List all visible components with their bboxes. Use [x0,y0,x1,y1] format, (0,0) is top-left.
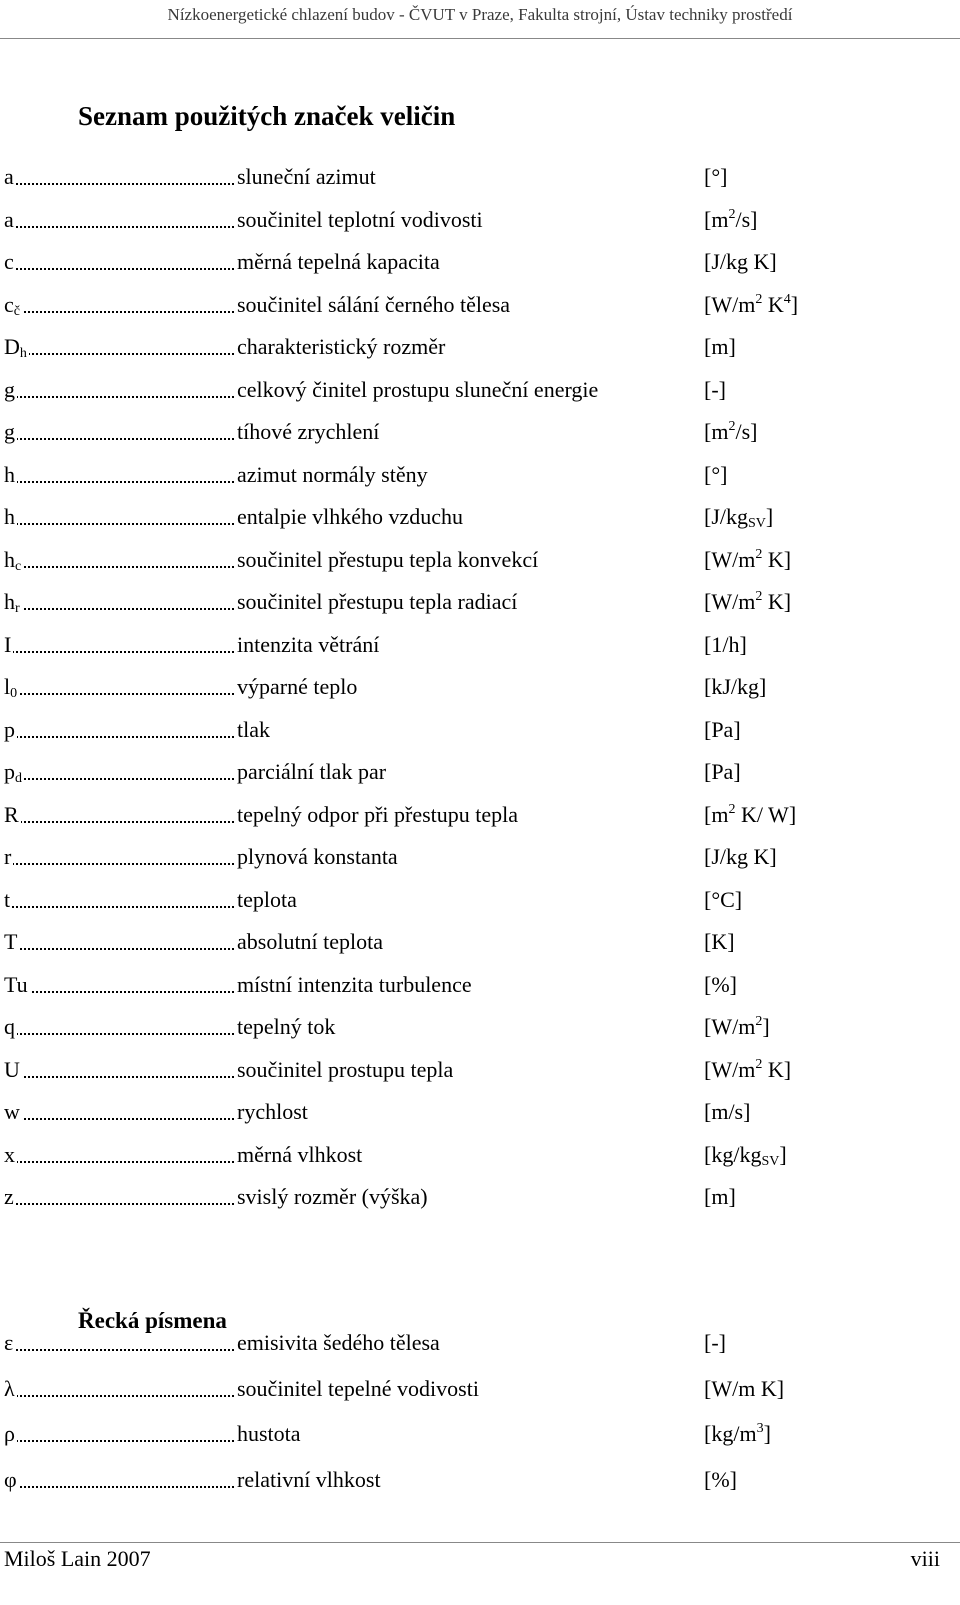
symbol [4,1057,22,1082]
symbol-leader [4,247,236,277]
symbol-letter: h [4,589,15,614]
symbol-letter: h [4,546,15,572]
unit-subscript: SV [761,1153,780,1169]
symbol-unit [704,205,757,235]
symbol-letter: z [4,1184,14,1209]
symbol-description: parciální tlak par [237,759,387,784]
symbol-unit [704,460,727,490]
dot-leader [4,1076,234,1078]
symbol-unit [704,885,742,915]
page-title: Seznam použitých značek veličin [78,101,456,131]
symbol-letter: a [4,206,14,232]
symbol-leader [4,630,236,660]
unit-superscript: 2 [728,419,736,434]
page-header: Nízkoenergetické chlazení budov - ČVUT v Praze, Fakulta strojní, Ústav techniky prostředí [167,5,793,24]
symbol-row [4,1140,944,1170]
symbol [4,292,22,317]
symbol-leader [4,715,236,745]
symbol-row [4,1055,944,1085]
symbol-unit [704,1182,736,1212]
unit-text-rest: K] [762,1056,792,1082]
symbol-unit [704,545,791,575]
symbol [4,1330,15,1355]
symbol-letter: t [4,886,11,912]
symbol-leader [4,545,236,575]
unit-text: [m [704,419,729,444]
symbol [4,589,22,614]
symbol-subscript: č [13,303,20,319]
symbol-leader [4,1465,236,1495]
symbol-row [4,332,944,362]
symbol-description: sluneční azimut [237,164,376,189]
symbol-leader [4,375,236,405]
symbol-description: měrná tepelná kapacita [237,249,440,274]
symbol-description: tepelný odpor při přestupu tepla [237,801,519,827]
unit-text: [m] [704,334,736,359]
dot-leader [4,523,234,525]
symbol-row [4,1012,944,1042]
symbol-leader [4,332,236,362]
symbol-row [4,1374,944,1404]
unit-text: [J/kg K] [704,249,777,274]
symbol-row [4,1419,944,1449]
symbol [4,207,16,232]
dot-leader [4,1395,234,1397]
symbol-leader [4,502,236,532]
symbol-letter: p [4,716,15,742]
symbol-description: součinitel tepelné vodivosti [237,1375,479,1401]
unit-superscript: 2 [755,546,763,562]
symbol-description: teplota [237,886,297,912]
symbol-description: součinitel teplotní vodivosti [237,206,483,232]
symbol [4,929,19,954]
unit-text: [J/kg [704,504,748,529]
symbol-leader [4,460,236,490]
unit-superscript: 2 [755,291,763,307]
dot-leader [4,821,234,823]
unit-subscript: SV [748,516,766,531]
dot-leader [4,311,234,313]
dot-leader [4,906,234,908]
symbol-row [4,672,944,702]
dot-leader [4,353,234,355]
dot-leader [4,1161,234,1163]
dot-leader [4,481,234,483]
dot-leader [4,1033,234,1035]
symbol [4,972,30,997]
symbol-description: tepelný tok [237,1014,336,1039]
symbol-letter: q [4,1014,15,1039]
symbol-unit [704,630,747,660]
symbol-leader [4,970,236,1000]
unit-superscript: 2 [755,1014,763,1029]
symbol-unit [704,1328,726,1358]
symbol-description: plynová konstanta [237,844,398,869]
symbol-row [4,757,944,787]
symbol [4,844,13,869]
unit-text: [W/m [704,1014,756,1039]
symbol-letter: c [4,291,14,317]
unit-text: [kJ/kg] [704,674,767,699]
dot-leader [4,1349,234,1351]
unit-text-rest: ] [762,1014,770,1039]
symbol-leader [4,1182,236,1212]
unit-text: [kg/m [704,1421,757,1446]
unit-text-rest: /s] [735,206,758,232]
symbol-letter: ρ [4,1421,15,1446]
unit-superscript: 2 [728,801,736,817]
symbol-unit [704,1012,770,1042]
symbol-subscript: 0 [10,686,18,701]
symbol-unit [704,247,777,277]
unit-text: [%] [704,1466,737,1492]
symbol-row [4,587,944,617]
dot-leader [4,438,234,440]
symbol-row [4,1182,944,1212]
unit-text-rest: ] [765,504,774,529]
symbol-letter: l [4,674,11,699]
symbol [4,1376,17,1401]
symbol-row [4,970,944,1000]
symbol-description: měrná vlhkost [237,1141,363,1167]
symbol-letter: T [4,929,18,954]
symbol-letter: φ [4,1466,17,1492]
unit-text: [W/m [704,1056,756,1082]
symbol-description: celkový činitel prostupu sluneční energie [237,376,599,402]
greek-section-title: Řecká písmena [78,1308,227,1333]
unit-text-rest: ] [763,1421,771,1446]
symbol-row [4,545,944,575]
dot-leader [4,736,234,738]
dot-leader [4,268,234,270]
symbol-letter: g [4,376,15,402]
symbol [4,759,24,784]
symbol-letter: c [4,249,14,274]
symbol-leader [4,1374,236,1404]
dot-leader [4,226,234,228]
unit-text: [-] [704,1330,726,1355]
symbol-leader [4,1328,236,1358]
symbol-unit [704,800,796,830]
unit-text-rest: K [762,291,784,317]
symbol [4,334,29,359]
symbol [4,1467,19,1492]
unit-superscript: 2 [728,206,736,222]
symbol-unit [704,1097,750,1127]
dot-leader [4,1203,234,1205]
symbol [4,1014,17,1039]
unit-superscript: 4 [783,291,791,307]
header-rule [0,38,960,39]
dot-leader [4,991,234,993]
symbol-row [4,1465,944,1495]
symbol-unit [704,332,736,362]
symbol-leader [4,800,236,830]
symbol-leader [4,205,236,235]
symbol-row [4,502,944,532]
unit-text-rest: ] [790,291,799,317]
dot-leader [4,396,234,398]
symbol-subscript: c [15,558,22,574]
symbol-leader [4,290,236,320]
symbol [4,1142,17,1167]
symbol [4,419,17,444]
symbol-row [4,1328,944,1358]
symbol-description: místní intenzita turbulence [237,971,472,997]
symbol-description: součinitel přestupu tepla konvekcí [237,546,539,572]
unit-text: [m/s] [704,1099,751,1124]
symbol-leader [4,587,236,617]
symbol-leader [4,885,236,915]
symbol-unit [704,927,735,957]
symbol-letter: λ [4,1375,15,1401]
footer-author: Miloš Lain 2007 [4,1546,151,1571]
symbol-unit [704,587,791,617]
symbol-row [4,290,944,320]
dot-leader [4,566,234,568]
symbol-row [4,842,944,872]
symbol [4,462,17,487]
symbol-row [4,630,944,660]
symbol-leader [4,1012,236,1042]
symbol-row [4,800,944,830]
unit-superscript: 2 [755,1056,763,1072]
symbol-unit [704,757,741,787]
unit-superscript: 3 [756,1421,764,1436]
symbol-unit [704,502,773,532]
dot-leader [4,1486,234,1488]
symbol [4,632,13,657]
symbol-letter: w [4,1099,20,1124]
symbol-row [4,417,944,447]
symbol-leader [4,757,236,787]
unit-text: [-] [704,376,726,402]
symbol [4,547,23,572]
symbol-row [4,885,944,915]
unit-text: [W/m K] [704,1375,785,1401]
symbol-letter: Tu [4,971,28,997]
symbol-subscript: h [19,346,27,361]
symbol-letter: ε [4,1330,14,1355]
symbol-unit [704,1140,787,1170]
symbol-letter: x [4,1141,15,1167]
symbol-unit [704,1055,791,1085]
unit-text: [m [704,801,729,827]
symbol-subscript: d [15,771,22,786]
symbol-description: svislý rozměr (výška) [237,1184,428,1209]
symbol-row [4,1097,944,1127]
unit-text: [°] [704,461,728,487]
symbol-subscript: r [15,601,20,616]
symbol-row [4,460,944,490]
symbol-row [4,375,944,405]
symbol-description: součinitel prostupu tepla [237,1056,454,1082]
symbol-row [4,205,944,235]
symbol-description: absolutní teplota [237,929,384,954]
unit-text-rest: ] [779,1141,787,1167]
unit-text: [K] [704,929,735,954]
symbol [4,249,16,274]
symbol-unit [704,290,798,320]
symbol-description: součinitel přestupu tepla radiací [237,589,518,614]
symbol [4,1184,16,1209]
symbol-unit [704,970,737,1000]
symbol-letter: g [4,419,15,444]
symbol-row [4,162,944,192]
symbol-leader [4,1419,236,1449]
symbol-letter: U [4,1056,20,1082]
unit-text: [°] [704,164,728,189]
footer-page-number: viii [910,1546,940,1571]
symbol [4,164,16,189]
symbol [4,717,17,742]
symbol [4,674,19,699]
symbol-description: relativní vlhkost [237,1466,381,1492]
unit-text-rest: K] [762,589,792,614]
symbol-description: rychlost [237,1099,308,1124]
symbol [4,802,21,827]
dot-leader [4,948,234,950]
unit-text: [kg/kg [704,1141,762,1167]
symbol [4,504,17,529]
symbol-letter: D [4,334,20,359]
unit-text-rest: /s] [735,419,758,444]
dot-leader [4,608,234,610]
unit-text: [J/kg K] [704,844,777,869]
symbol-unit [704,417,757,447]
symbol-letter: h [4,461,15,487]
symbol-description: tíhové zrychlení [237,419,380,444]
symbol-leader [4,417,236,447]
symbol-leader [4,162,236,192]
symbol-description: emisivita šedého tělesa [237,1330,440,1355]
symbol-unit [704,375,726,405]
dot-leader [4,1440,234,1442]
symbol-row [4,927,944,957]
symbol-letter: r [4,844,12,869]
unit-text: [Pa] [704,716,741,742]
unit-text: [W/m [704,589,756,614]
symbol-leader [4,672,236,702]
symbol-description: součinitel sálání černého tělesa [237,291,511,317]
symbol-letter: R [4,801,19,827]
symbol-letter: I [4,631,12,657]
symbol-description: azimut normály stěny [237,461,428,487]
unit-text: [W/m [704,546,756,572]
dot-leader [4,778,234,780]
symbol-leader [4,1140,236,1170]
dot-leader [4,183,234,185]
symbol-description: intenzita větrání [237,631,380,657]
symbol [4,377,17,402]
unit-text: [1/h] [704,631,747,657]
symbol-row [4,247,944,277]
dot-leader [4,1118,234,1120]
symbol-description: tlak [237,716,270,742]
unit-superscript: 2 [755,589,763,604]
unit-text: [°C] [704,886,743,912]
symbol-unit [704,715,741,745]
dot-leader [4,863,234,865]
footer-rule [0,1542,960,1543]
symbol-letter: a [4,164,14,189]
symbol-unit [704,1465,737,1495]
symbol-leader [4,927,236,957]
symbol-letter: h [4,504,15,529]
symbol-description: výparné teplo [237,674,358,699]
unit-text: [Pa] [704,759,741,784]
symbol-unit [704,1374,784,1404]
unit-text: [W/m [704,291,756,317]
symbol-letter: p [4,759,15,784]
symbol-leader [4,1055,236,1085]
symbol-description: charakteristický rozměr [237,334,446,359]
symbol-leader [4,842,236,872]
symbol-description: hustota [237,1421,301,1446]
symbol-unit [704,162,727,192]
dot-leader [4,651,234,653]
symbol-unit [704,672,766,702]
symbol-unit [704,842,777,872]
dot-leader [4,693,234,695]
symbol [4,1099,22,1124]
symbol-leader [4,1097,236,1127]
symbol [4,1421,17,1446]
unit-text: [%] [704,971,737,997]
unit-text-rest: K] [762,546,792,572]
symbol-unit [704,1419,771,1449]
unit-text: [m [704,206,729,232]
symbol [4,887,12,912]
symbol-row [4,715,944,745]
unit-text: [m] [704,1184,736,1209]
symbol-description: entalpie vlhkého vzduchu [237,504,464,529]
unit-text-rest: K/ W] [735,801,797,827]
